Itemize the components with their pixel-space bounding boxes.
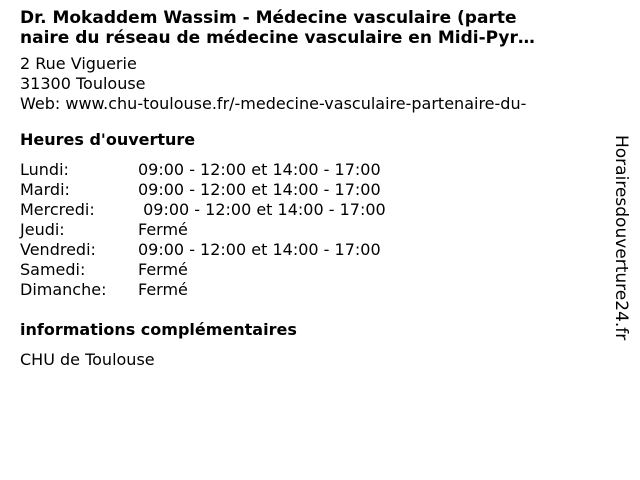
page-title bbox=[20, 8, 620, 48]
day-hours: 09:00 - 12:00 et 14:00 - 17:00 bbox=[138, 240, 381, 259]
hours-row-thursday bbox=[20, 220, 620, 240]
day-hours: 09:00 - 12:00 et 14:00 - 17:00 bbox=[138, 180, 381, 199]
day-label: Mardi: bbox=[20, 180, 70, 199]
hours-row-friday bbox=[20, 240, 620, 260]
day-hours: 09:00 - 12:00 et 14:00 - 17:00 bbox=[138, 200, 386, 219]
info-heading: informations complémentaires bbox=[20, 320, 297, 339]
title-line-1: Dr. Mokaddem Wassim - Médecine vasculaire (parte bbox=[20, 8, 517, 28]
address-block bbox=[20, 54, 620, 114]
street-address: 2 Rue Viguerie bbox=[20, 54, 137, 73]
hours-heading: Heures d'ouverture bbox=[20, 130, 196, 149]
hours-row-monday bbox=[20, 160, 620, 180]
day-label: Dimanche: bbox=[20, 280, 107, 299]
day-hours: 09:00 - 12:00 et 14:00 - 17:00 bbox=[138, 160, 381, 179]
day-hours: Fermé bbox=[138, 280, 188, 299]
day-label: Mercredi: bbox=[20, 200, 95, 219]
business-card bbox=[20, 8, 620, 370]
hours-row-saturday bbox=[20, 260, 620, 280]
day-hours: Fermé bbox=[138, 220, 188, 239]
website-link[interactable]: Web: www.chu-toulouse.fr/-medecine-vasculaire-partenaire-du- bbox=[20, 94, 527, 113]
info-text: CHU de Toulouse bbox=[20, 350, 155, 369]
city-address: 31300 Toulouse bbox=[20, 74, 146, 93]
hours-row-wednesday bbox=[20, 200, 620, 220]
hours-row-tuesday bbox=[20, 180, 620, 200]
day-label: Vendredi: bbox=[20, 240, 96, 259]
hours-table bbox=[20, 160, 620, 300]
day-hours: Fermé bbox=[138, 260, 188, 279]
day-label: Jeudi: bbox=[20, 220, 65, 239]
day-label: Samedi: bbox=[20, 260, 86, 279]
site-watermark: Horairesdouverture24.fr bbox=[611, 135, 631, 341]
day-label: Lundi: bbox=[20, 160, 69, 179]
hours-row-sunday bbox=[20, 280, 620, 300]
title-line-2: naire du réseau de médecine vasculaire en Midi-Pyr… bbox=[20, 28, 535, 48]
